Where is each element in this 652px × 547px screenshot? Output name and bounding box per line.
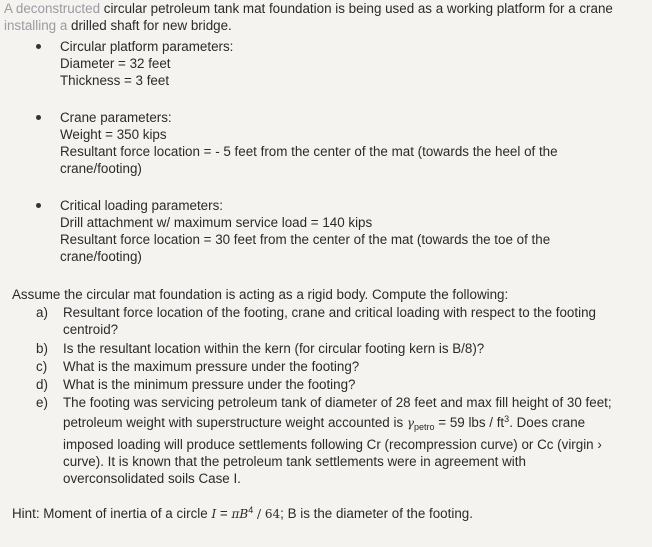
question-line: overconsolidated soils Case I. xyxy=(63,471,241,486)
question-letter: b) xyxy=(36,341,48,356)
question-e-line2-end: . Does crane xyxy=(509,415,586,430)
assume-statement: Assume the circular mat foundation is acting as a rigid body. Compute the following: xyxy=(12,287,509,302)
formula-pi: π xyxy=(231,507,240,521)
intro-paragraph xyxy=(4,0,648,34)
bullet-line: Circular platform parameters: xyxy=(60,39,234,54)
bullet-line: Resultant force location = - 5 feet from the center of the mat (towards the heel of the xyxy=(60,144,558,159)
intro-line2-rest: drilled shaft for new bridge. xyxy=(67,18,232,33)
formula-B: B xyxy=(239,507,249,521)
formula-exponent: 4 xyxy=(248,505,254,515)
question-letter: c) xyxy=(36,359,48,374)
intro-line2-faded: installing a xyxy=(4,18,68,33)
question-line: Is the resultant location within the kern (for circular footing kern is B/8)? xyxy=(63,341,485,356)
bullet-line: Drill attachment w/ maximum service load = 140 kips xyxy=(60,215,373,230)
question-e-line2-pre: petroleum weight with superstructure weight accounted is xyxy=(63,415,407,430)
hint-line xyxy=(12,502,642,523)
bullet-line: Weight = 350 kips xyxy=(60,127,167,142)
question-line: What is the minimum pressure under the footing? xyxy=(63,377,356,392)
bullet-line: crane/footing) xyxy=(60,161,142,176)
formula-eq: = xyxy=(216,506,232,521)
question-line: Resultant force location of the footing, crane and critical loading with respect to the footing xyxy=(63,305,596,320)
bullet-dot-icon xyxy=(36,203,41,208)
question-line: What is the maximum pressure under the footing? xyxy=(63,359,360,374)
question-letter: d) xyxy=(36,377,48,392)
gamma-subscript: petro xyxy=(414,422,435,432)
bullet-dot-icon xyxy=(36,115,41,120)
hint-post: ; B is the diameter of the footing. xyxy=(280,506,473,521)
gamma-symbol: γ xyxy=(406,416,415,430)
bullet-line: Thickness = 3 feet xyxy=(60,73,170,88)
bullet-line: Resultant force location = 30 feet from the center of the mat (towards the toe of the xyxy=(60,232,551,247)
question-letter: e) xyxy=(36,395,48,410)
bullet-line: Diameter = 32 feet xyxy=(60,56,171,71)
bullet-line: crane/footing) xyxy=(60,249,142,264)
intro-line1-rest: circular petroleum tank mat foundation is being used as a working platform for a crane xyxy=(100,1,613,16)
question-e-line2-post: = 59 lbs / ft xyxy=(434,415,505,430)
question-line: The footing was servicing petroleum tank of diameter of 28 feet and max fill height of 30 feet; xyxy=(63,395,612,410)
bullet-dot-icon xyxy=(36,44,41,49)
question-line: centroid? xyxy=(63,322,119,337)
intro-line1-faded: A deconstructed xyxy=(4,1,101,16)
bullet-line: Crane parameters: xyxy=(60,110,172,125)
question-line: imposed loading will produce settlements following Cr (recompression curve) or Cc (virgin › xyxy=(63,437,602,452)
formula-I: I xyxy=(211,507,217,521)
question-letter: a) xyxy=(36,305,48,320)
unit-exponent: 3 xyxy=(504,414,510,424)
hint-pre: Hint: Moment of inertia of a circle xyxy=(12,506,212,521)
question-line-formula xyxy=(63,411,633,436)
question-line: curve). It is known that the petroleum tank settlements were in agreement with xyxy=(63,454,526,469)
bullet-line: Critical loading parameters: xyxy=(60,198,223,213)
formula-div: / 64 xyxy=(253,507,281,521)
